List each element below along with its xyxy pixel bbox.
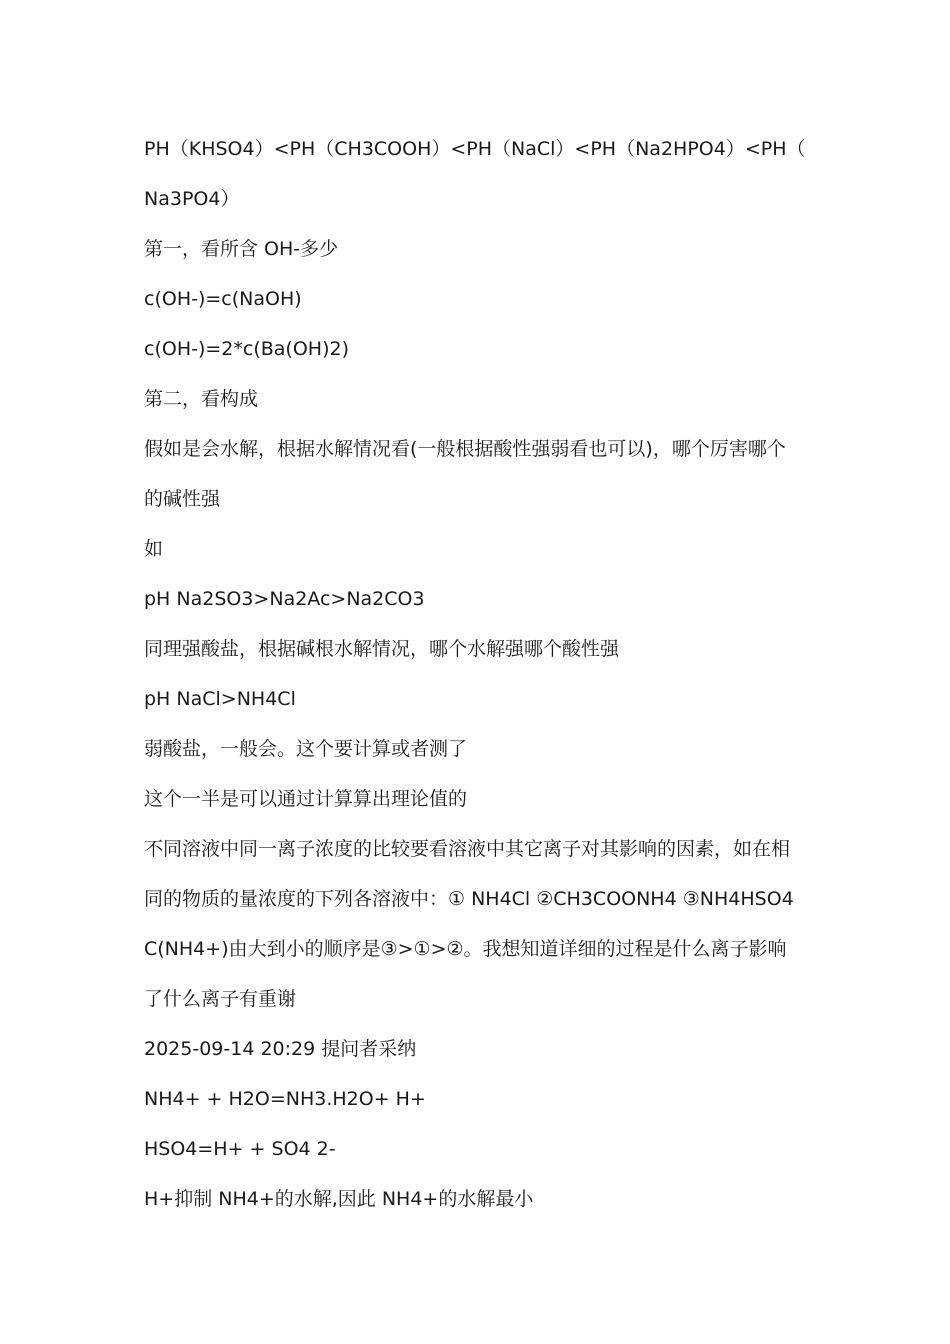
text-line-first-point: 第一，看所含 OH-多少 <box>144 238 339 260</box>
text-line-equation-hso4: HSO4=H+ + SO4 2- <box>144 1138 336 1160</box>
text-line-example: 如 <box>144 538 164 560</box>
text-line-conclusion: H+抑制 NH4+的水解,因此 NH4+的水解最小 <box>144 1188 534 1210</box>
text-line-ph-order: PH（KHSO4）<PH（CH3COOH）<PH（NaCl）<PH（Na2HPO4）<PH（ <box>144 138 806 160</box>
text-line-ph-order-cont: Na3PO4） <box>144 188 240 210</box>
text-line-question-end: 了什么离子有重谢 <box>144 988 297 1010</box>
text-line-formula-naoh: c(OH-)=c(NaOH) <box>144 288 302 310</box>
text-line-strong-acid-salt: 同理强酸盐，根据碱根水解情况，哪个水解强哪个酸性强 <box>144 638 620 660</box>
text-line-ph-nacl: pH NaCl>NH4Cl <box>144 688 296 710</box>
text-line-equation-nh4: NH4+ + H2O=NH3.H2O+ H+ <box>144 1088 426 1110</box>
text-line-second-point: 第二，看构成 <box>144 388 259 410</box>
text-line-formula-baoh2: c(OH-)=2*c(Ba(OH)2) <box>144 338 349 360</box>
text-line-weak-acid-salt: 弱酸盐，一般会。这个要计算或者测了 <box>144 738 468 760</box>
text-line-hydrolysis-cont: 的碱性强 <box>144 488 221 510</box>
text-line-question-order: C(NH4+)由大到小的顺序是③>①>②。我想知道详细的过程是什么离子影响 <box>144 938 787 960</box>
text-line-question-solutions: 同的物质的量浓度的下列各溶液中：① NH4Cl ②CH3COONH4 ③NH4HSO4 <box>144 888 794 910</box>
timestamp-accepted: 2025-09-14 20:29 提问者采纳 <box>144 1038 417 1060</box>
text-line-question: 不同溶液中同一离子浓度的比较要看溶液中其它离子对其影响的因素，如在相 <box>144 838 791 860</box>
document-body <box>144 124 814 1224</box>
text-line-calculation: 这个一半是可以通过计算算出理论值的 <box>144 788 468 810</box>
text-line-ph-sulfite: pH Na2SO3>Na2Ac>Na2CO3 <box>144 588 425 610</box>
text-line-hydrolysis: 假如是会水解，根据水解情况看(一般根据酸性强弱看也可以)，哪个厉害哪个 <box>144 438 786 460</box>
